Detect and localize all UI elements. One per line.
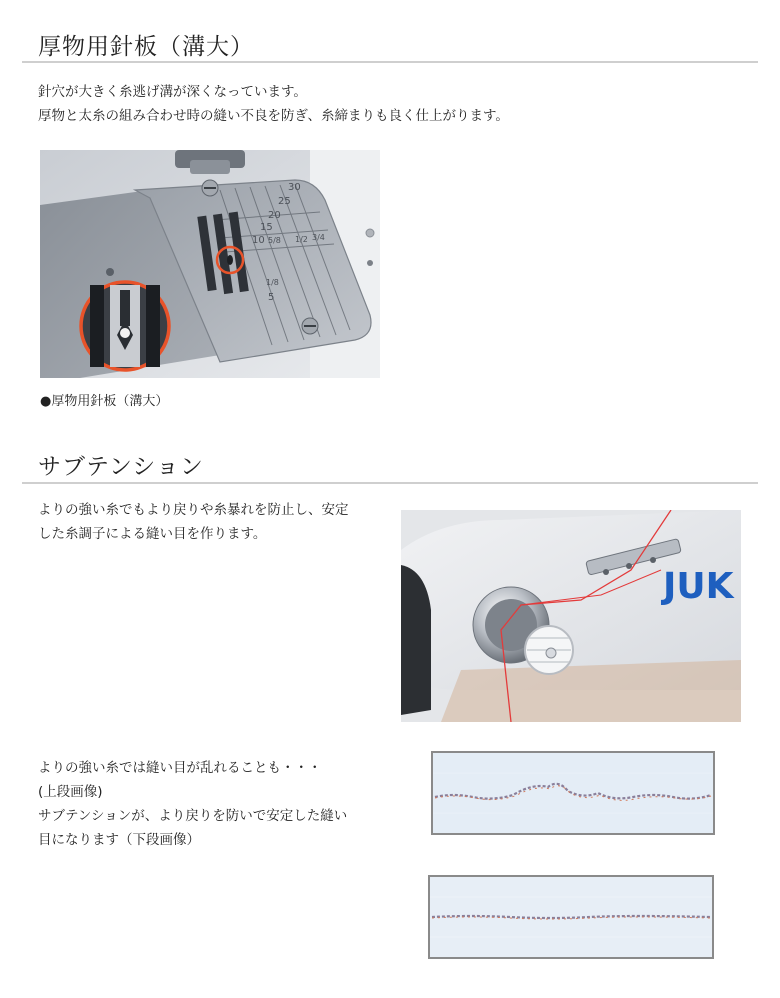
plate-number: 1/8: [266, 278, 279, 287]
section-divider: [22, 482, 758, 484]
plate-number: 15: [260, 222, 273, 233]
description-line: 厚物と太糸の組み合わせ時の縫い不良を防ぎ、糸締まりも良く仕上がります。: [38, 108, 509, 124]
comparison-line: (上段画像): [38, 784, 103, 800]
description-line: よりの強い糸でもより戻りや糸暴れを防止し、安定: [38, 502, 349, 518]
needle-plate-caption: ●厚物用針板（溝大）: [40, 394, 169, 409]
section-title-subtension: サブテンション: [38, 454, 204, 480]
stitch-comparison-text: [38, 756, 347, 852]
plate-number: 1/2: [295, 235, 308, 244]
needle-plate-description: [38, 80, 509, 128]
subtension-description: [38, 498, 349, 546]
description-line: した糸調子による縫い目を作ります。: [38, 526, 267, 542]
magnified-needle-hole: [81, 282, 169, 370]
screw-icon: [302, 318, 318, 334]
plate-number: 3/4: [312, 233, 325, 242]
plate-number: 5/8: [268, 236, 281, 245]
stitch-sample-stable: [428, 875, 714, 959]
stitch-sample-unstable: [431, 751, 715, 835]
comparison-line: 目になります（下段画像）: [38, 832, 200, 848]
comparison-line: よりの強い糸では縫い目が乱れることも・・・: [38, 760, 322, 776]
plate-number: 10: [252, 235, 265, 246]
comparison-line: サブテンションが、より戻りを防いで安定した縫い: [38, 808, 348, 824]
section-divider: [22, 61, 758, 63]
screw-icon: [202, 180, 218, 196]
subtension-photo: [401, 510, 741, 722]
brand-logo-text: JUK: [663, 566, 734, 607]
section-title-needle-plate: 厚物用針板（溝大）: [38, 34, 254, 60]
description-line: 針穴が大きく糸逃げ溝が深くなっています。: [38, 84, 307, 100]
needle-plate-photo: [40, 150, 380, 378]
plate-number: 5: [268, 292, 275, 303]
plate-number: 20: [268, 210, 281, 221]
plate-number: 30: [288, 182, 301, 193]
plate-number: 25: [278, 196, 291, 207]
